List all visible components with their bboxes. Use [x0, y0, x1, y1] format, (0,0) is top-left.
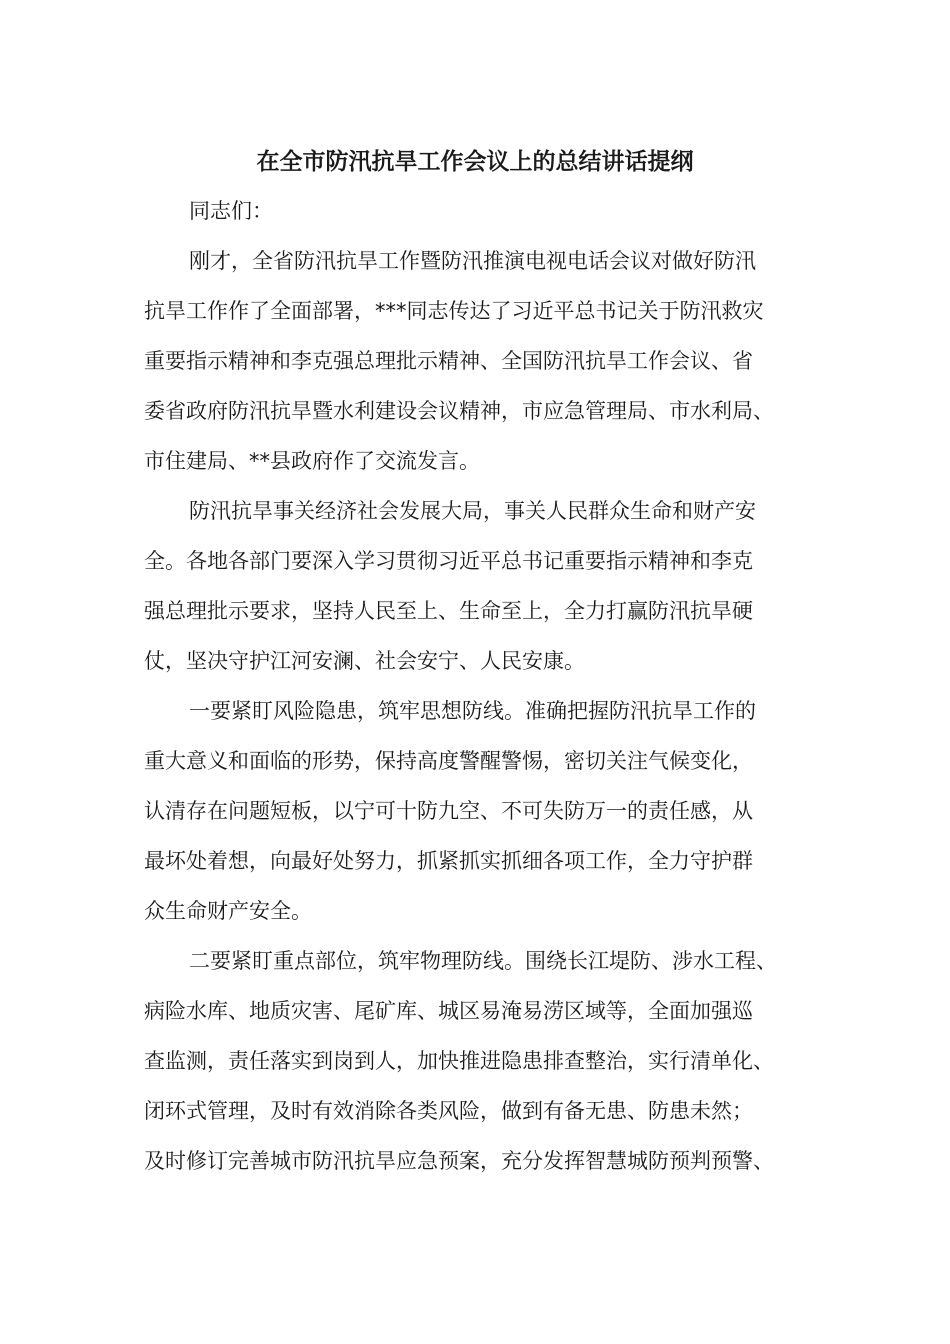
text-line: 重大意义和面临的形势，保持高度警醒警惕，密切关注气候变化， [144, 749, 753, 773]
text-line: 重要指示精神和李克强总理批示精神、全国防汛抗旱工作会议、省 [144, 349, 753, 373]
text-line: 病险水库、地质灾害、尾矿库、城区易淹易涝区域等，全面加强巡 [144, 999, 753, 1023]
text-line: 及时修订完善城市防汛抗旱应急预案，充分发挥智慧城防预判预警、 [144, 1149, 774, 1173]
text-line: 认清存在问题短板，以宁可十防九空、不可失防万一的责任感，从 [144, 799, 753, 823]
text-line: 防汛抗旱事关经济社会发展大局，事关人民群众生命和财产安 [189, 499, 756, 523]
text-line: 闭环式管理，及时有效消除各类风险，做到有备无患、防患未然； [144, 1099, 753, 1123]
document-title: 在全市防汛抗旱工作会议上的总结讲话提纲 [256, 149, 694, 175]
text-line: 一要紧盯风险隐患，筑牢思想防线。准确把握防汛抗旱工作的 [189, 699, 756, 723]
text-line: 查监测，责任落实到岗到人，加快推进隐患排查整治，实行清单化、 [144, 1049, 774, 1073]
text-line: 众生命财产安全。 [144, 899, 312, 923]
text-line: 委省政府防汛抗旱暨水利建设会议精神，市应急管理局、市水利局、 [144, 399, 774, 423]
text-line: 二要紧盯重点部位，筑牢物理防线。围绕长江堤防、涉水工程、 [189, 949, 777, 973]
text-line: 市住建局、**县政府作了交流发言。 [144, 449, 480, 473]
text-line: 仗，坚决守护江河安澜、社会安宁、人民安康。 [144, 649, 585, 673]
text-line: 刚才，全省防汛抗旱工作暨防汛推演电视电话会议对做好防汛 [189, 249, 756, 273]
text-line: 强总理批示要求，坚持人民至上、生命至上，全力打赢防汛抗旱硬 [144, 599, 753, 623]
text-line: 抗旱工作作了全面部署，***同志传达了习近平总书记关于防汛救灾 [144, 299, 764, 323]
text-line: 最坏处着想，向最好处努力，抓紧抓实抓细各项工作，全力守护群 [144, 849, 753, 873]
text-line-salutation: 同志们： [189, 199, 273, 223]
text-line: 全。各地各部门要深入学习贯彻习近平总书记重要指示精神和李克 [144, 549, 753, 573]
